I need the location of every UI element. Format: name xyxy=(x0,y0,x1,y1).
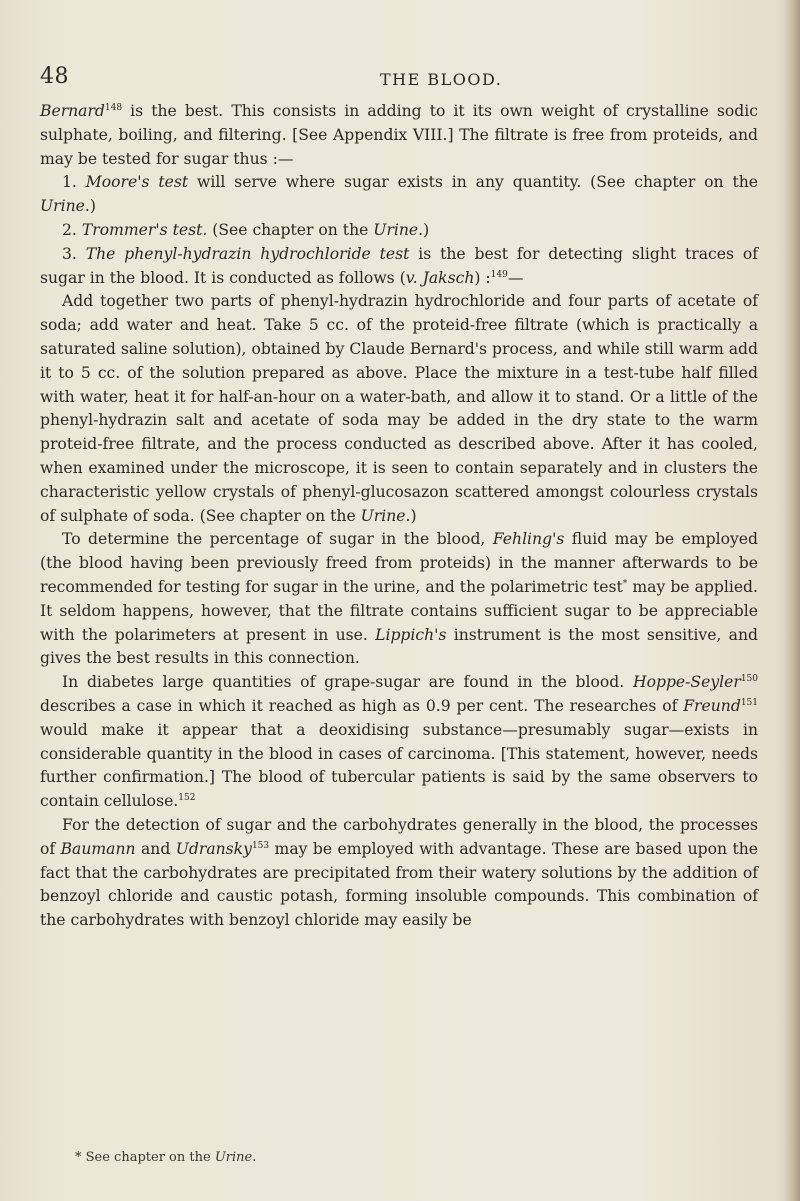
footnote-end: . xyxy=(252,1150,257,1165)
author-name: Fehling's xyxy=(492,530,565,549)
item-end: .) xyxy=(418,220,430,239)
paragraph-text: is the best. This consists in adding to it its own weight of crystalline sodic sulphate, boiling, and filtering. [See Appendix VIII.] The filtrate is free from proteids, and may be tested for sugar thus :— xyxy=(40,102,758,168)
body-text xyxy=(40,100,758,933)
paragraph-text: describes a case in which it reached as high as 0.9 per cent. The researches of xyxy=(40,696,684,715)
item-end: — xyxy=(507,268,524,287)
reference-number: 150 xyxy=(740,673,758,684)
urine-reference: Urine xyxy=(214,1150,253,1165)
list-item-trommer xyxy=(40,219,758,243)
page-edge-shadow xyxy=(786,0,800,1201)
paragraph-text: Add together two parts of phenyl-hydrazin hydrochloride and four parts of acetate of soda; add water and heat. Take 5 cc. of the proteid-free filtrate (which is practically a saturated saline solution), obtained by Claude Bernard's process, and while still warm add it to 5 cc. of the solution prepared as above. Place the mixture in a test-tube half filled with water, heat it for half-an-hour on a water-bath, and allow it to stand. Or a little of the phenyl-hydrazin salt and acetate of soda may be added in the dry state to the warm proteid-free filtrate, and the process conducted as described above. After it has cooled, when examined under the microscope, it is seen to contain separately and in clusters the characteristic yellow crystals of phenyl-glucosazon scattered amongst colourless crystals of sulphate of soda. (See chapter on the xyxy=(40,292,758,525)
item-number: 2. xyxy=(62,220,82,239)
item-end: .) xyxy=(84,197,96,216)
reference-number: 149 xyxy=(490,269,508,280)
paragraph-text: In diabetes large quantities of grape-sugar are found in the blood. xyxy=(62,673,633,692)
urine-reference: Urine xyxy=(40,197,85,216)
footnote xyxy=(75,1150,256,1165)
author-name: Freund xyxy=(683,696,741,715)
author-name: Hoppe-Seyler xyxy=(632,673,741,692)
paragraph-text: would make it appear that a deoxidising substance—presumably sugar—exists in considerable quantity in the blood in cases of carcinoma. [This statement, however, needs further confirmation.] The blood of tubercular patients is said by the same observers to contain cellulose. xyxy=(40,720,758,811)
author-name: Lippich's xyxy=(375,625,447,644)
paragraph-text: fluid may be employed (the blood having been previously freed from proteids) in the manner afterwards to be recommended for testing for sugar in the urine, and the polarimetric test xyxy=(40,530,758,596)
author-name: Udransky xyxy=(175,839,252,858)
paragraph-bernard xyxy=(40,100,758,171)
test-name: The phenyl-hydrazin hydrochloride test xyxy=(85,244,410,263)
urine-reference: Urine xyxy=(360,506,406,525)
paragraph-text: To determine the percentage of sugar in the blood, xyxy=(62,530,493,549)
paragraph-text: may be employed with advantage. These are based upon the fact that the carbohydrates are precipitated from their watery solutions by the addition of benzoyl chloride and caustic potash, forming insoluble compounds. This combination of the carbohydrates with benzoyl chloride may easily be xyxy=(40,839,758,930)
item-number: 1. xyxy=(62,173,86,192)
item-text: will serve where sugar exists in any quantity. (See chapter on the xyxy=(188,173,758,192)
paragraph-percentage xyxy=(40,528,758,671)
paragraph-text: For the detection of sugar and the carbohydrates generally in the blood, the processes of xyxy=(40,815,758,858)
running-head: THE BLOOD. xyxy=(380,70,503,89)
page-header xyxy=(40,64,730,94)
list-item-moore xyxy=(40,171,758,219)
item-number: 3. xyxy=(62,244,86,263)
urine-reference: Urine xyxy=(373,220,419,239)
paragraph-text: instrument is the most sensitive, and gives the best results in this connection. xyxy=(40,625,758,668)
reference-number: 148 xyxy=(104,102,123,113)
paragraph-carbohydrates xyxy=(40,814,758,933)
footnote-marker: * xyxy=(622,578,628,589)
page-number: 48 xyxy=(40,64,69,89)
paragraph-procedure xyxy=(40,290,758,528)
reference-number: 152 xyxy=(178,792,196,803)
item-text: ) : xyxy=(474,268,491,287)
paragraph-diabetes xyxy=(40,671,758,814)
test-name: Moore's test xyxy=(85,173,189,192)
reference-number: 151 xyxy=(740,697,758,708)
paragraph-text: may be applied. It seldom happens, however, that the filtrate contains sufficient sugar to be appreciable with the polarimeters at present in use. xyxy=(40,577,758,644)
paragraph-text: and xyxy=(135,839,176,858)
author-name: Bernard xyxy=(40,102,105,120)
author-name: v. Jaksch xyxy=(405,268,475,287)
footnote-text: * See chapter on the xyxy=(75,1150,215,1165)
author-name: Baumann xyxy=(60,839,136,858)
paragraph-end: .) xyxy=(405,506,417,525)
reference-number: 153 xyxy=(251,840,270,851)
item-text: (See chapter on the xyxy=(207,220,374,239)
item-text: is the best for detecting slight traces of sugar in the blood. It is conducted as follows ( xyxy=(40,244,759,287)
list-item-phenyl xyxy=(40,243,758,291)
test-name: Trommer's test. xyxy=(81,220,208,239)
